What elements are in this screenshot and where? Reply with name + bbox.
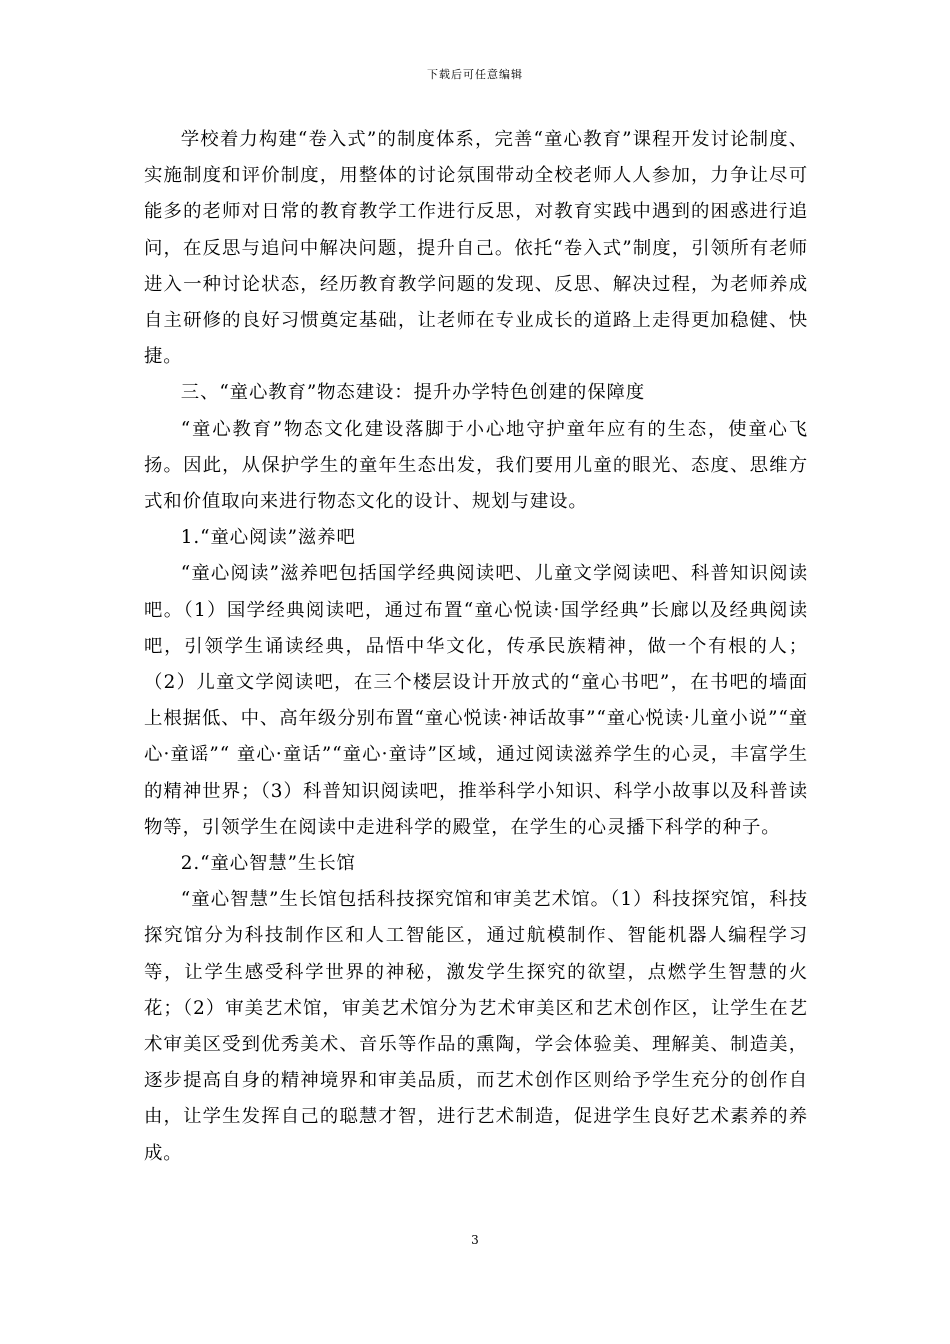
section-heading-physical-construction: 三、“童心教育”物态建设：提升办学特色创建的保障度 xyxy=(180,382,646,404)
subheading-reading-bar: 1.“童心阅读”滋养吧 xyxy=(180,527,356,549)
document-body xyxy=(144,122,808,1172)
paragraph-system-construction: 学校着力构建“卷入式”的制度体系，完善“童心教育”课程开发讨论制度、实施制度和评价制度，用整体的讨论氛围带动全校老师人人参加，力争让尽可能多的老师对日常的教育教学工作进行反思，对教育实践中遇到的困惑进行追问，在反思与追问中解决问题，提升自己。依托“卷入式”制度，引领所有老师进入一种讨论状态，经历教育教学问题的发现、反思、解决过程，为老师养成自主研修的良好习惯奠定基础，让老师在专业成长的道路上走得更加稳健、快捷。 xyxy=(144,129,808,368)
paragraph-wisdom-hall: “童心智慧”生长馆包括科技探究馆和审美艺术馆。（1）科技探究馆，科技探究馆分为科技制作区和人工智能区，通过航模制作、智能机器人编程学习等，让学生感受科学世界的神秘，激发学生探究的欲望，点燃学生智慧的火花；（2）审美艺术馆，审美艺术馆分为艺术审美区和艺术创作区，让学生在艺术审美区受到优秀美术、音乐等作品的熏陶，学会体验美、理解美、制造美，逐步提高自身的精神境界和审美品质，而艺术创作区则给予学生充分的创作自由，让学生发挥自己的聪慧才智，进行艺术制造，促进学生良好艺术素养的养成。 xyxy=(144,889,808,1164)
paragraph-physical-culture: “童心教育”物态文化建设落脚于小心地守护童年应有的生态，使童心飞扬。因此，从保护学生的童年生态出发，我们要用儿童的眼光、态度、思维方式和价值取向来进行物态文化的设计、规划与建设。 xyxy=(144,418,808,513)
subheading-wisdom-hall: 2.“童心智慧”生长馆 xyxy=(180,853,356,875)
page-header-note: 下载后可任意编辑 xyxy=(427,68,523,81)
paragraph-reading-bar: “童心阅读”滋养吧包括国学经典阅读吧、儿童文学阅读吧、科普知识阅读吧。（1）国学经典阅读吧，通过布置“童心悦读·国学经典”长廊以及经典阅读吧，引领学生诵读经典，品悟中华文化，传承民族精神，做一个有根的人；（2）儿童文学阅读吧，在三个楼层设计开放式的“童心书吧”，在书吧的墙面上根据低、中、高年级分别布置“童心悦读·神话故事”“童心悦读·儿童小说”“童心·童谣”“ 童心·童话”“童心·童诗”区域，通过阅读滋养学生的心灵，丰富学生的精神世界；（3）科普知识阅读吧，推举科学小知识、科学小故事以及科普读物等，引领学生在阅读中走进科学的殿堂，在学生的心灵播下科学的种子。 xyxy=(144,563,808,838)
page-number: 3 xyxy=(471,1233,479,1247)
